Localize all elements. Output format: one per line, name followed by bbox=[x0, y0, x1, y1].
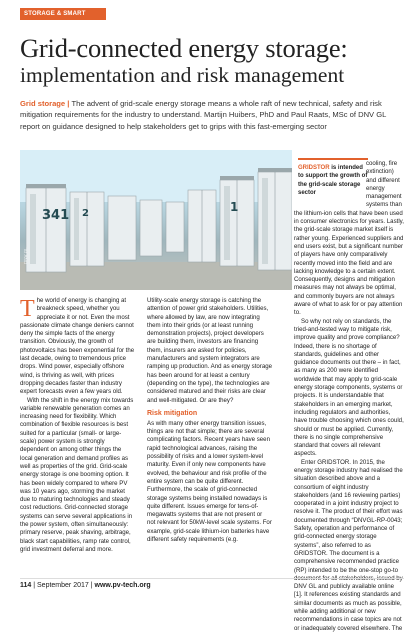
subhead-risk-mitigation: Risk mitigation bbox=[147, 409, 198, 417]
standfirst-separator: | bbox=[65, 99, 72, 108]
footer-separator: | bbox=[88, 582, 95, 589]
page-footer bbox=[20, 582, 151, 589]
site-link[interactable]: www.pv-tech.org bbox=[94, 582, 151, 589]
caption-text: is intended to support the growth of the grid-scale storage sector bbox=[298, 165, 368, 197]
body-column-2 bbox=[147, 297, 272, 544]
footer-rule bbox=[20, 578, 404, 579]
standfirst bbox=[20, 98, 404, 132]
body-paragraph: Enter GRIDSTOR. In 2015, the energy storage industry had realised the situation described above and a consortium of eight industry stakeholders (and 16 reviewing parties) cooperated in a joint industry project to resolve it. The product of their effort was documented through “DNVGL-RP-0043; Safety, operation and performance of grid-connected energy storage systems”, also referred to as GRIDSTOR. The document is a comprehensive recommended practice (RP) intended to be the one-stop go-to DNV GL and publicly available online [1]. It references existing standards and similar documents as much as possible, while adding additional or new recommendations in case topics are not or inadequately covered elsewhere. The bbox=[294, 458, 403, 632]
footer-separator: | bbox=[31, 582, 38, 589]
body-paragraph: Utility-scale energy storage is catching the attention of power grid stakeholders. Utilities, where allowed by law, are now integrating them into their grids (or at least running demonstration projects), project developers are building them, investors are financing them, insurers are asked for policies, manufacturers and system integrators are ramping up production. And as energy storage has been around for at least a century (depending on the type), the technologies are considered matured and their risks are clear and well-mitigated. Or are they? bbox=[147, 297, 273, 404]
standfirst-text: The advent of grid-scale energy storage means a whole raft of new technical, safety and risk mitigation requirements for the industry to understand. Martijn Huibers, PhD and Paul Raats, MSc of DNV GL report on guidance designed to help stakeholders get to grips with this fast-emerging sector bbox=[20, 99, 387, 131]
body-paragraph: As with many other energy transition issues, things are not that simple; there are several complicating factors. Recent years have seen rapid technological advances, raising the possibility of risks and a lower system-level maturity. Even if only new components have evolved, the behaviour and risk profile of the entire system can be quite different. Furthermore, the scale of grid-connected storage systems being installed nowadays is quite different. Issues emerge for tens-of-megawatts systems that are not present or not relevant for 50kW-level scale systems. For example, grid-scale lithium-ion batteries have different safety requirements (e.g. bbox=[147, 419, 272, 544]
body-paragraph: cooling, fire extinction) and different energy management systems than the lithium-ion cells that have been used in consumer electronics for years. Lastly, the grid-scale storage market itself is rather young. Experienced suppliers and end users exist, but a significant number of players have only comparatively recently moved into the field and are lacking knowledge to a certain extent. Consequently, designs and mitigation measures may not always be optimal, and commonly buyers are not always aware of what to ask for or pay attention to. bbox=[294, 160, 404, 317]
container-number-2: 2 bbox=[82, 208, 89, 219]
page-number: 114 bbox=[20, 582, 32, 589]
headline-line-2: implementation and risk management bbox=[20, 62, 345, 87]
paragraph-text: he world of energy is changing at breakneck speed, whether you appreciate it or not. Even the most passionate climate change deniers cannot deny the simple facts of the energy transition. Obviously, the growth of photovoltaics has been exponential for the last decade, owing to tremendous price drops. Wind power, especially offshore wind, is thriving as well, with prices dropping decades faster than industry expert forecasts even a few years old. bbox=[20, 297, 135, 396]
drop-cap: T bbox=[20, 296, 35, 322]
photo-credit: DNV GL bbox=[23, 247, 28, 264]
body-column-1 bbox=[20, 297, 135, 554]
container-number-3: 1 bbox=[230, 200, 239, 214]
body-paragraph: With the shift in the energy mix towards variable renewable generation comes an increasing need for flexibility. Which combination of flexible resources is best suited for a particular (small- or large-scale) power system is strongly dependent on among other things the local generation and demand profiles as well as properties of the grid. Grid-scale energy storage is one booming option. It has been widely compared to where PV was 10 years ago, storming the market due to maturing technologies and steady cost reductions. Grid-connected storage systems can serve several applications in the power system, often simultaneously: primary reserve, peak shaving, arbitrage, black start capabilities, ramp rate control, grid investment deferral and more. bbox=[20, 396, 134, 553]
headline bbox=[20, 34, 410, 87]
body-paragraph bbox=[20, 297, 135, 397]
caption-label: GRIDSTOR bbox=[298, 165, 330, 171]
body-paragraph: So why not rely on standards, the tried-and-tested way to mitigate risk, improve quality and prove compliance? Indeed, there is no shortage of standards, guidelines and other guidance documents out there – in fact, as many as 200 were identified worldwide that may apply to grid-scale energy storage components, systems or projects. It is understandable that stakeholders in an emerging market, including regulators and authorities, have trouble choosing which ones could, should or must be applied. Currently, there is no single comprehensive standard that covers all relevant aspects. bbox=[294, 317, 404, 458]
right-column bbox=[294, 160, 404, 633]
issue-date: September 2017 bbox=[37, 582, 89, 589]
battery-containers-photo bbox=[20, 150, 292, 290]
standfirst-kicker: Grid storage bbox=[20, 99, 66, 108]
container-number-1: 341 bbox=[42, 208, 70, 223]
section-tag: STORAGE & SMART POWER bbox=[20, 8, 106, 20]
headline-line-1: Grid-connected energy storage: bbox=[20, 33, 348, 63]
